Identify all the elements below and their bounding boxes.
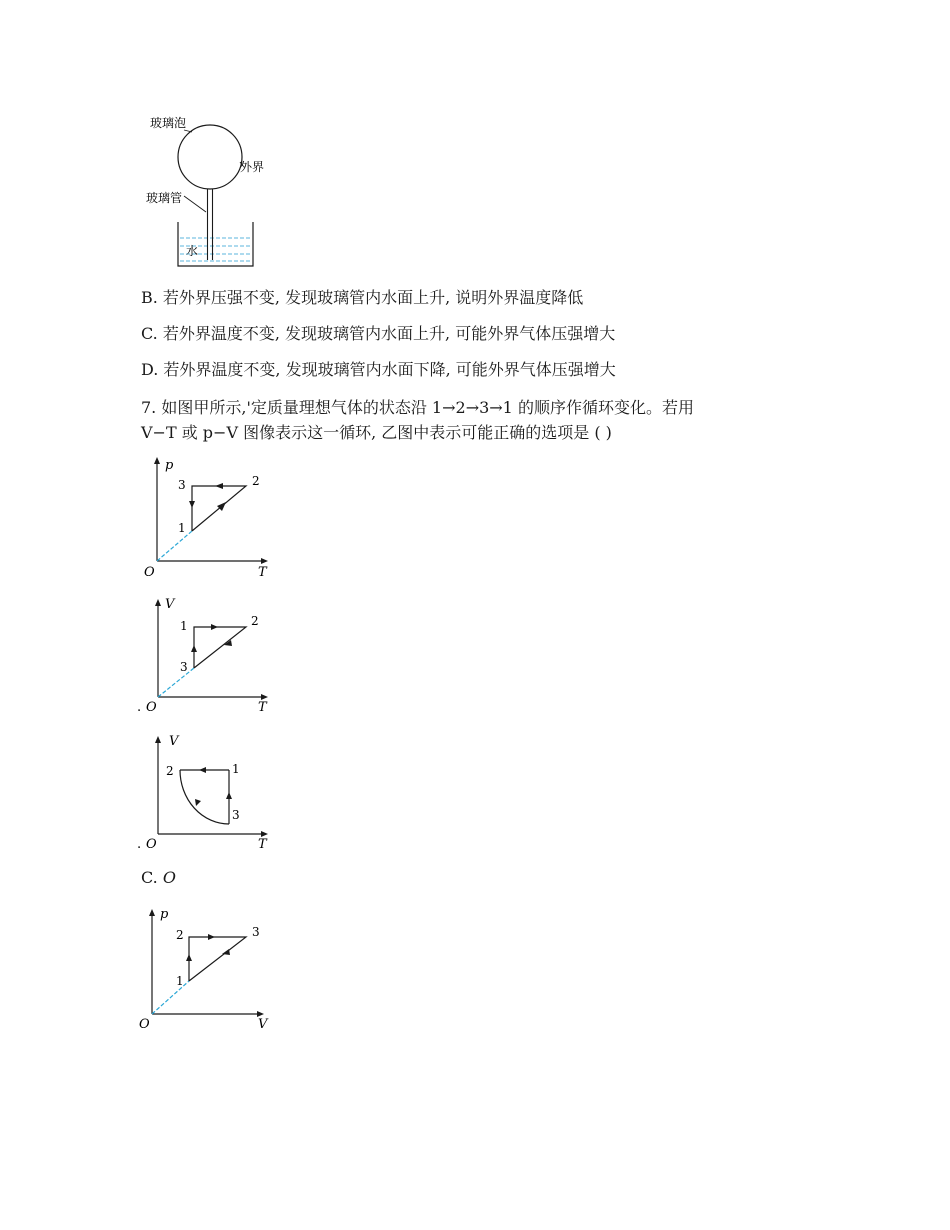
graph-3-origin-label: O: [146, 837, 157, 852]
graph-4-origin-label: O: [139, 1017, 150, 1032]
graph-4-state-label: 2: [176, 928, 184, 942]
graph-4-state-label: 3: [252, 925, 260, 939]
graph-4-y-axis-label: p: [160, 907, 169, 922]
option-c-graph-label: [141, 868, 176, 887]
graph-1-p-t: [138, 455, 278, 580]
graph-3-state-label: 1: [232, 762, 240, 776]
graph-4-x-axis-label: V: [258, 1017, 268, 1032]
graph-2-state-label: 1: [180, 619, 188, 633]
question-7-line-2: V−T 或 p−V 图像表示这一循环, 乙图中表示可能正确的选项是 ( ): [141, 423, 612, 442]
graph-1-y-axis-label: p: [165, 458, 174, 473]
graph-1-x-axis-label: T: [258, 565, 267, 580]
outside-label: 外界: [240, 160, 265, 174]
graph-1-state-label: 3: [178, 478, 186, 492]
graph-3-prefix: .: [137, 837, 142, 852]
option-d: D. 若外界温度不变, 发现玻璃管内水面下降, 可能外界气体压强增大: [141, 360, 616, 379]
option-c: C. 若外界温度不变, 发现玻璃管内水面上升, 可能外界气体压强增大: [141, 324, 616, 343]
graph-1-state-label: 1: [178, 521, 186, 535]
graph-2-state-label: 2: [251, 614, 259, 628]
graph-2-x-axis-label: T: [258, 700, 267, 715]
graph-3-state-label: 2: [166, 764, 174, 778]
graph-3-x-axis-label: T: [258, 837, 267, 852]
graph-4-state-label: 1: [176, 974, 184, 988]
glass-tube: [208, 189, 213, 260]
graph-4-p-v: [136, 902, 281, 1032]
tube-label: 玻璃管: [146, 191, 183, 205]
graph-1-origin-label: O: [144, 565, 155, 580]
question-7-line-1: 7. 如图甲所示,'定质量理想气体的状态沿 1→2→3→1 的顺序作循环变化。若用: [141, 398, 694, 417]
graph-1-state-label: 2: [252, 474, 260, 488]
graph-2-state-label: 3: [180, 660, 188, 674]
graph-3-state-label: 3: [232, 808, 240, 822]
graph-2-y-axis-label: V: [165, 597, 175, 612]
graph-2-origin-label: O: [146, 700, 157, 715]
bulb-label: 玻璃泡: [150, 116, 187, 130]
water-label: 水: [186, 244, 199, 258]
option-c-origin: O: [162, 868, 176, 887]
graph-3-y-axis-label: V: [169, 734, 179, 749]
graph-2-prefix: .: [137, 700, 142, 715]
graph-3-v-t: [134, 730, 279, 855]
glass-bulb: [178, 125, 242, 189]
option-b: B. 若外界压强不变, 发现玻璃管内水面上升, 说明外界温度降低: [141, 288, 584, 307]
apparatus-diagram: [140, 110, 280, 270]
graph-2-v-t: [134, 594, 279, 719]
option-c-letter: C.: [141, 868, 158, 887]
